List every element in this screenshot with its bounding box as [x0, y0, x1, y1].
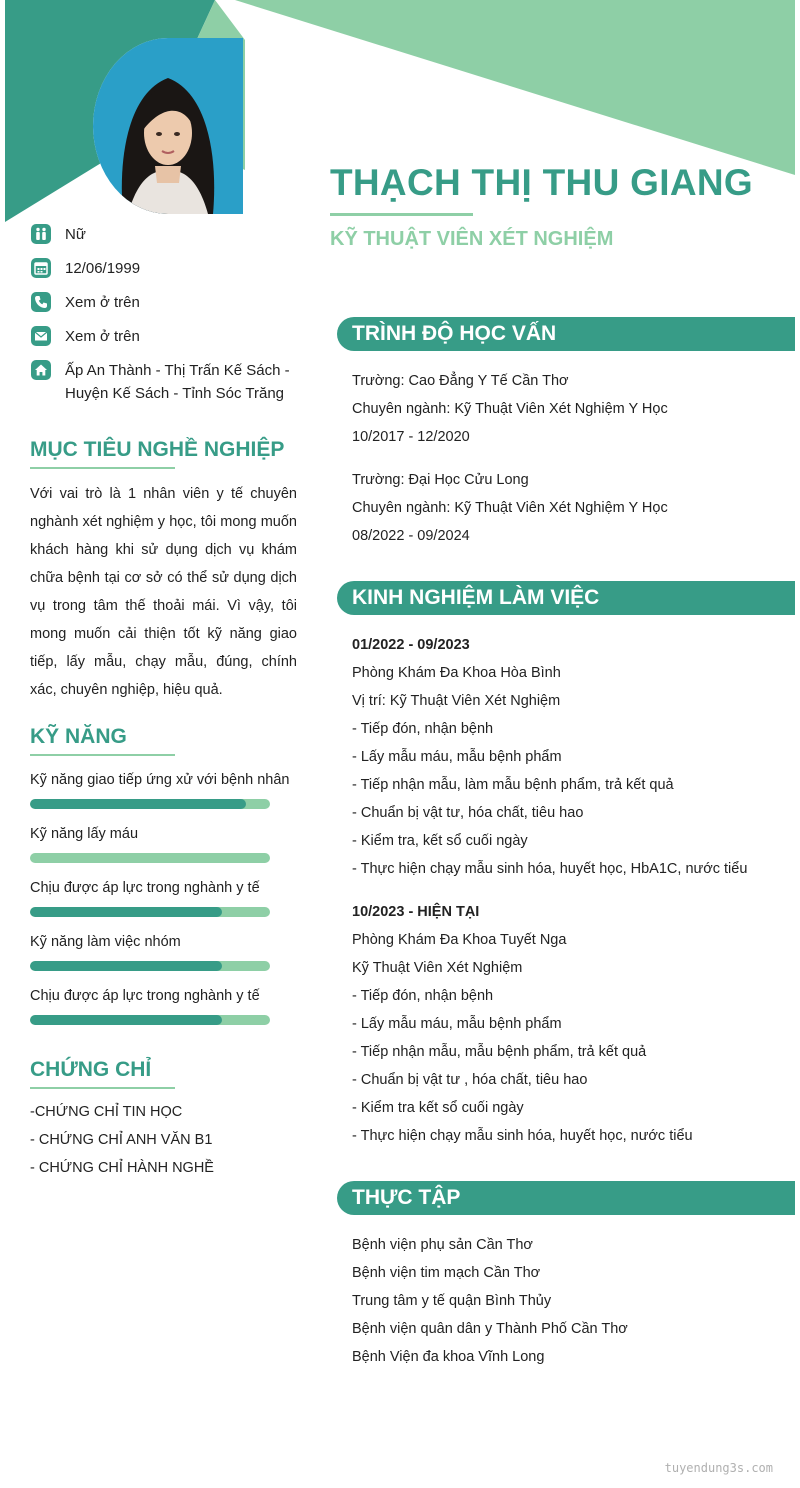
skill-bar — [30, 907, 270, 917]
job-task: - Tiếp đón, nhận bệnh — [352, 988, 494, 1004]
skill-bar-fill — [30, 799, 246, 809]
job-period: 01/2022 - 09/2023 — [352, 637, 470, 653]
address-line-2: Huyện Kế Sách - Tỉnh Sóc Trăng — [65, 385, 285, 402]
certificate-item: - CHỨNG CHỈ HÀNH NGHỀ — [30, 1160, 214, 1176]
candidate-name: THẠCH THỊ THU GIANG — [330, 162, 753, 203]
job-task: - Thực hiện chạy mẫu sinh hóa, huyết học, nước tiểu — [352, 1128, 693, 1144]
internship-item: Bệnh viện quân dân y Thành Phố Cần Thơ — [352, 1321, 628, 1337]
education-major: Chuyên ngành: Kỹ Thuật Viên Xét Nghiệm Y Học — [352, 500, 668, 516]
certificate-item: -CHỨNG CHỈ TIN HỌC — [30, 1104, 183, 1120]
certificates-heading: CHỨNG CHỈ — [30, 1058, 152, 1081]
internship-item: Trung tâm y tế quận Bình Thủy — [352, 1293, 552, 1309]
experience-heading: KINH NGHIỆM LÀM VIỆC — [337, 581, 795, 615]
skill-label: Chịu được áp lực trong nghành y tế — [30, 988, 260, 1004]
birthday-value: 12/06/1999 — [65, 260, 141, 277]
job-period: 10/2023 - HIỆN TẠI — [352, 904, 480, 920]
skill-label: Kỹ năng giao tiếp ứng xử với bệnh nhân — [30, 772, 290, 788]
skill-bar — [30, 799, 270, 809]
info-phone — [31, 291, 140, 314]
education-period: 10/2017 - 12/2020 — [352, 429, 470, 445]
info-birthday — [31, 257, 140, 280]
skills-underline — [30, 754, 175, 756]
education-heading: TRÌNH ĐỘ HỌC VẤN — [337, 317, 795, 351]
address-line-1: Ấp An Thành - Thị Trấn Kế Sách - — [65, 362, 290, 379]
skill-label: Kỹ năng làm việc nhóm — [30, 934, 181, 950]
job-task: - Chuẩn bị vật tư , hóa chất, tiêu hao — [352, 1072, 588, 1088]
job-task: - Kiểm tra, kết sổ cuối ngày — [352, 833, 528, 849]
skill-bar — [30, 1015, 270, 1025]
skill-label: Kỹ năng lấy máu — [30, 826, 139, 842]
calendar-icon — [31, 258, 51, 278]
skills-heading: KỸ NĂNG — [30, 725, 127, 748]
address-value — [65, 359, 290, 405]
job-task: - Lấy mẫu máu, mẫu bệnh phẩm — [352, 749, 562, 765]
education-school: Trường: Cao Đẳng Y Tế Cần Thơ — [352, 373, 569, 389]
profile-photo — [93, 38, 243, 214]
info-address — [31, 359, 290, 405]
job-title: KỸ THUẬT VIÊN XÉT NGHIỆM — [330, 228, 614, 250]
gender-icon — [31, 224, 51, 244]
certificates-underline — [30, 1087, 175, 1089]
cv-page — [5, 0, 795, 1488]
objective-text: Với vai trò là 1 nhân viên y tế chuyên nghành xét nghiệm y học, tôi mong muốn khách hàng khi sử dụng dịch vụ khám chữa bệnh tại cơ sở có thể sử dụng dịch vụ trong tâm thế thoải mái. Vì vậy, tôi mong muốn cải thiện tốt kỹ năng giao tiếp, lấy mẫu, chạy mẫu, đúng, chính xác, chuyên nghiệp, hiệu quả. — [30, 486, 297, 698]
phone-value: Xem ở trên — [65, 294, 140, 311]
internship-item: Bệnh Viện đa khoa Vĩnh Long — [352, 1349, 545, 1365]
skill-bar — [30, 961, 270, 971]
internship-item: Bệnh viện phụ sản Cần Thơ — [352, 1237, 533, 1253]
watermark: tuyendung3s.com — [664, 1461, 773, 1475]
job-task: - Kiểm tra kết sổ cuối ngày — [352, 1100, 524, 1116]
name-underline — [330, 213, 473, 216]
skill-label: Chịu được áp lực trong nghành y tế — [30, 880, 260, 896]
skill-bar-fill — [30, 907, 222, 917]
job-company: Phòng Khám Đa Khoa Hòa Bình — [352, 665, 561, 681]
job-task: - Chuẩn bị vật tư, hóa chất, tiêu hao — [352, 805, 584, 821]
objective-underline — [30, 467, 175, 469]
info-email — [31, 325, 140, 348]
home-icon — [31, 360, 51, 380]
education-period: 08/2022 - 09/2024 — [352, 528, 470, 544]
skill-bar — [30, 853, 270, 863]
job-position: Vị trí: Kỹ Thuật Viên Xét Nghiệm — [352, 693, 561, 709]
skill-bar-fill — [30, 961, 222, 971]
job-company: Phòng Khám Đa Khoa Tuyết Nga — [352, 932, 567, 948]
email-icon — [31, 326, 51, 346]
education-major: Chuyên ngành: Kỹ Thuật Viên Xét Nghiệm Y Học — [352, 401, 668, 417]
certificate-item: - CHỨNG CHỈ ANH VĂN B1 — [30, 1132, 213, 1148]
internship-item: Bệnh viện tim mạch Cần Thơ — [352, 1265, 541, 1281]
job-task: - Thực hiện chạy mẫu sinh hóa, huyết học, HbA1C, nước tiểu — [352, 861, 748, 877]
job-task: - Tiếp nhận mẫu, làm mẫu bệnh phẩm, trả kết quả — [352, 777, 674, 793]
internship-heading: THỰC TẬP — [337, 1181, 795, 1215]
job-task: - Tiếp đón, nhận bệnh — [352, 721, 494, 737]
gender-value: Nữ — [65, 226, 86, 243]
email-value: Xem ở trên — [65, 328, 140, 345]
objective-heading: MỤC TIÊU NGHỀ NGHIỆP — [30, 438, 285, 461]
info-gender — [31, 223, 86, 246]
job-task: - Tiếp nhận mẫu, mẫu bệnh phẩm, trả kết quả — [352, 1044, 647, 1060]
job-task: - Lấy mẫu máu, mẫu bệnh phẩm — [352, 1016, 562, 1032]
skill-bar-fill — [30, 1015, 222, 1025]
education-school: Trường: Đại Học Cửu Long — [352, 472, 529, 488]
job-position: Kỹ Thuật Viên Xét Nghiệm — [352, 960, 523, 976]
phone-icon — [31, 292, 51, 312]
